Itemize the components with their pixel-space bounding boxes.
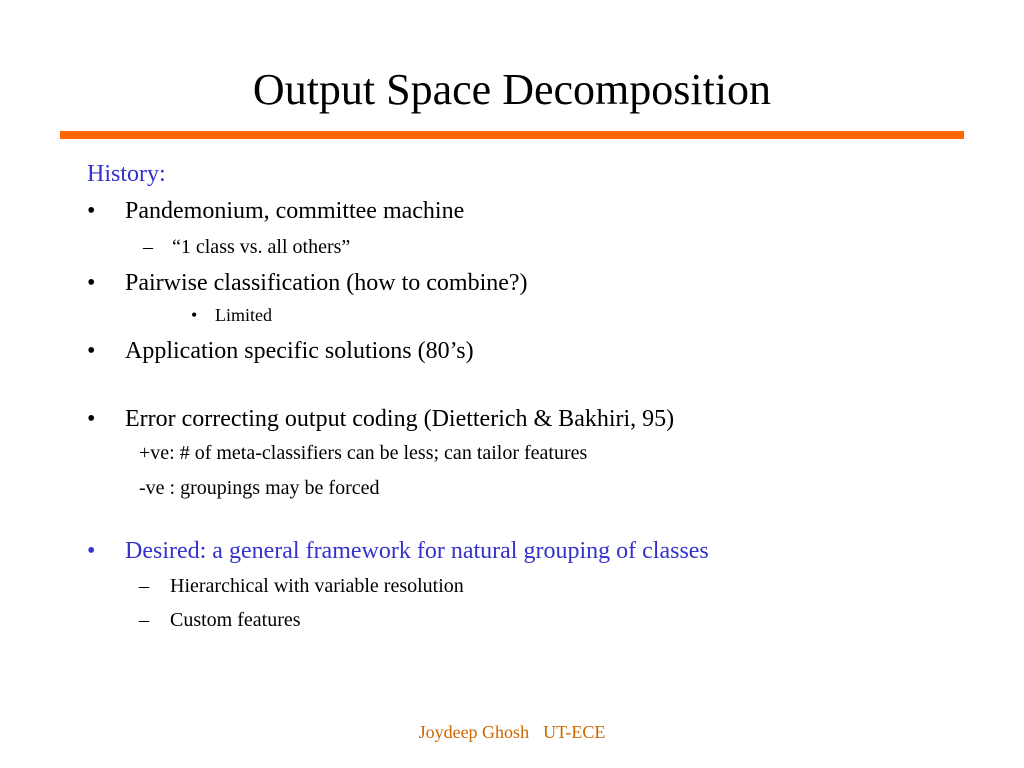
bullet-text: Application specific solutions (80’s) — [125, 338, 474, 364]
bullet-marker: • — [87, 538, 96, 564]
note-text: -ve : groupings may be forced — [139, 477, 380, 499]
bullet-marker: • — [87, 270, 96, 296]
history-label: History: — [87, 161, 166, 187]
sub-bullet-text: Hierarchical with variable resolution — [170, 575, 464, 597]
footer-author: Joydeep Ghosh — [418, 722, 530, 742]
sub-bullet-marker: – — [139, 575, 149, 597]
bullet-text: Pandemonium, committee machine — [125, 198, 465, 224]
slide-title: Output Space Decomposition — [252, 65, 772, 114]
bullet-text: Pairwise classification (how to combine?) — [125, 270, 528, 296]
title-divider — [60, 131, 964, 139]
bullet-text: Desired: a general framework for natural grouping of classes — [125, 538, 709, 564]
bullet-marker: • — [87, 406, 96, 432]
sub-bullet-marker: – — [143, 236, 153, 258]
sub-bullet-marker: – — [139, 609, 149, 631]
footer-affiliation: UT-ECE — [543, 722, 606, 742]
slide-footer — [0, 722, 1024, 743]
bullet-text: Error correcting output coding (Dietterich & Bakhiri, 95) — [125, 406, 675, 432]
note-text: +ve: # of meta-classifiers can be less; can tailor features — [139, 442, 588, 464]
sub-bullet-text: Custom features — [170, 609, 301, 631]
bullet-marker: • — [87, 198, 96, 224]
sub-bullet-text: “1 class vs. all others” — [172, 236, 351, 258]
sub-sub-bullet-marker: • — [191, 305, 198, 325]
bullet-marker: • — [87, 338, 96, 364]
sub-sub-bullet-text: Limited — [215, 305, 272, 325]
